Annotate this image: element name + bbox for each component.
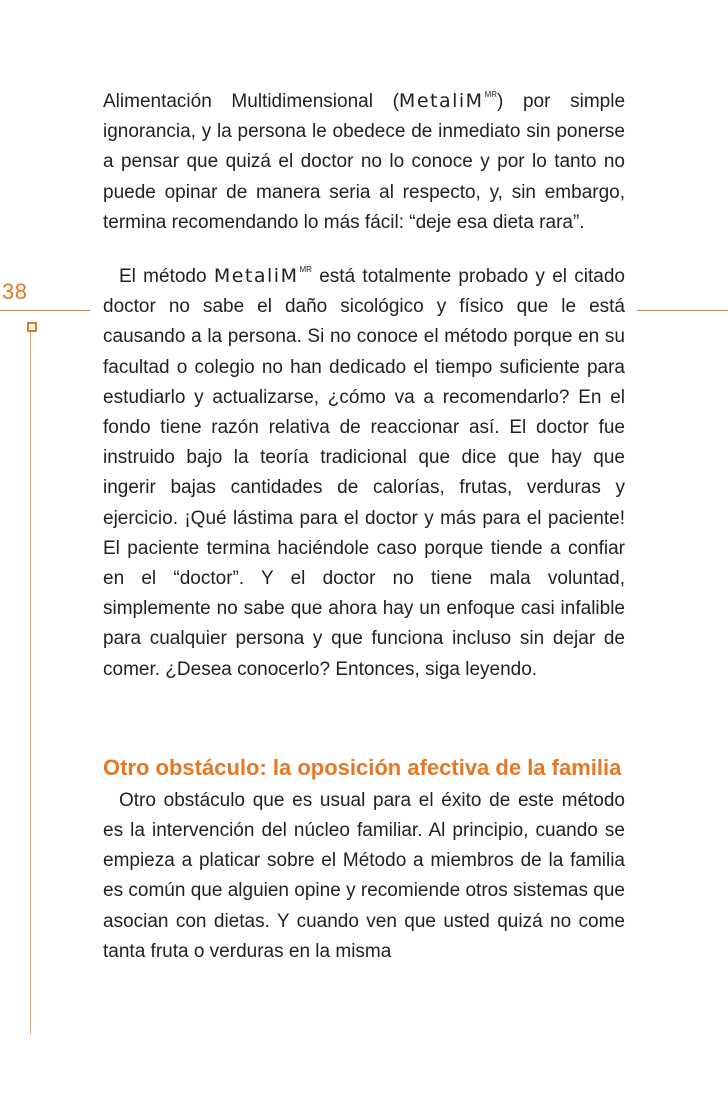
text-column [103,80,625,967]
brand-name: MetaliM [398,90,484,112]
registered-mark: MR [299,265,312,275]
section-heading: Otro obstáculo: la oposición afectiva de la familia [103,754,622,780]
paragraph-1-text-b: ) por simple ignorancia, y la persona le obedece de inmediato sin ponerse a pensar que quizá el doctor no lo conoce y por lo tanto no puede opinar de manera seria al respecto, y, sin embargo, termina recomendando lo más fácil: “deje esa dieta rara”. [103,91,626,233]
rule-right [637,310,728,311]
registered-mark: MR [484,90,498,99]
corner-mark [27,322,37,332]
paragraph-1 [103,80,625,238]
brand-name: MetaliM [213,265,299,288]
rule-left [0,310,90,311]
margin-line [30,332,31,1034]
paragraph-1-text-a: Alimentación Multidimensional ( [103,91,399,112]
page-number: 38 [2,279,28,304]
paragraph-2-text-b: está totalmente probado y el citado doctor no sabe el daño sicológico y físico que le está causando a la persona. Si no conoce el método porque en su facultad o colegio no han dedicado el tiempo suficiente para estudiarlo y actualizarse, ¿cómo va a recomendarlo? En el fondo tiene razón relativa de reaccionar así. El doctor fue instruido bajo la teoría tradicional que dice que hay que ingerir bajas cantidades de calorías, frutas, verduras y ejercicio. ¡Qué lástima para el doctor y más para el paciente! El paciente termina haciéndole caso porque tiende a confiar en el “doctor”. Y el doctor no tiene mala voluntad, simplemente no sabe que ahora hay un enfoque casi infalible para cualquier persona y que funciona incluso sin dejar de comer. ¿Desea conocerlo? Entonces, siga leyendo. [103,266,625,680]
paragraph-3: Otro obstáculo que es usual para el éxito de este método es la intervención del núcleo familiar. Al principio, cuando se empieza a platicar sobre el Método a miembros de la familia es común que alguien opine y recomiende otros sistemas que asocian con dietas. Y cuando ven que usted quizá no come tanta fruta o verduras en la misma [103,789,625,962]
paragraph-2 [103,255,625,685]
paragraph-2-text-a: El método [119,266,214,288]
